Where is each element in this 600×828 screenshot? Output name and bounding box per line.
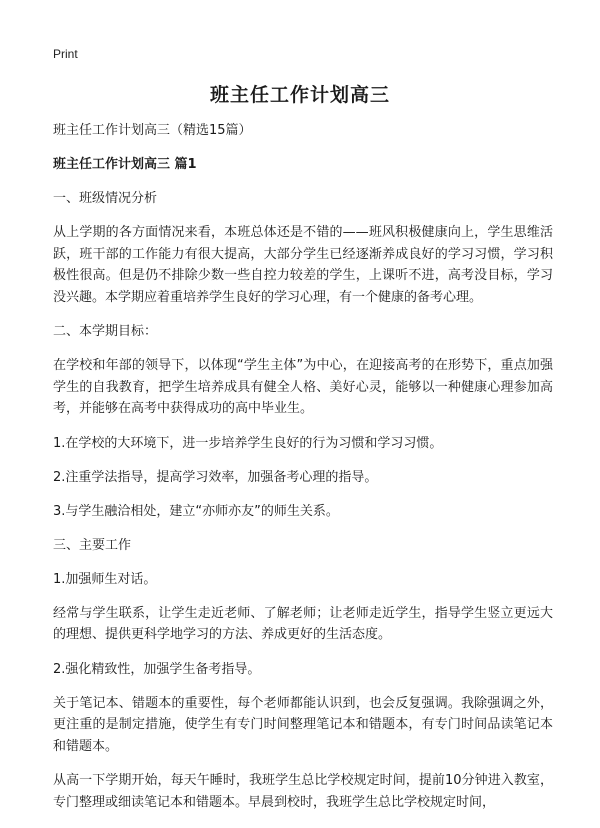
section-heading: 一、班级情况分析 — [53, 191, 158, 206]
paragraph: 经常与学生联系，让学生走近老师、了解老师；让老师走近学生，指导学生竖立更远大的理想、提供更科学地学习的方法、养成更好的生活态度。 — [53, 605, 553, 642]
document-subtitle: 班主任工作计划高三（精选15篇） — [53, 123, 252, 138]
work-heading: 2.强化精致性，加强学生备考指导。 — [53, 661, 261, 677]
paragraph: 从高一下学期开始，每天午睡时，我班学生总比学校规定时间，提前10分钟进入教室，专门整理或细读笔记本和错题本。早晨到校时，我班学生总比学校规定时间， — [53, 773, 553, 810]
paragraph: 在学校和年部的领导下，以体现“学生主体”为中心，在迎接高考的在形势下，重点加强学生的自我教育，把学生培养成具有健全人格、美好心灵，能够以一种健康心理参加高考，并能够在高考中获得成功的高中毕业生。 — [53, 358, 553, 416]
section-heading: 二、本学期目标： — [53, 324, 158, 339]
goal-item: 1.在学校的大环境下，进一步培养学生良好的行为习惯和学习习惯。 — [53, 435, 443, 451]
paragraph: 关于笔记本、错题本的重要性，每个老师都能认识到，也会反复强调。我除强调之外，更注重的是制定措施，使学生有专门时间整理笔记本和错题本，有专门时间品读笔记本和错题本。 — [53, 695, 553, 754]
work-heading: 1.加强师生对话。 — [53, 571, 157, 587]
article-heading: 班主任工作计划高三 篇1 — [53, 157, 197, 172]
paragraph: 从上学期的各方面情况来看，本班总体还是不错的——班风积极健康向上，学生思维活跃，班干部的工作能力有很大提高，大部分学生已经逐渐养成良好的学习习惯，学习积极性很高。但是仍不排除少数一些自控力较差的学生，上课听不进，高考没目标，学习没兴趣。本学期应着重培养学生良好的学习心理，有一个健康的备考心理。 — [53, 225, 553, 305]
document-body — [53, 120, 553, 826]
goal-item: 3.与学生融洽相处，建立“亦师亦友”的师生关系。 — [53, 503, 339, 519]
section-heading: 三、主要工作 — [53, 537, 132, 553]
document-title: 班主任工作计划高三 — [209, 84, 390, 106]
print-link[interactable]: Print — [53, 47, 78, 61]
goal-item: 2.注重学法指导，提高学习效率，加强备考心理的指导。 — [53, 469, 378, 485]
